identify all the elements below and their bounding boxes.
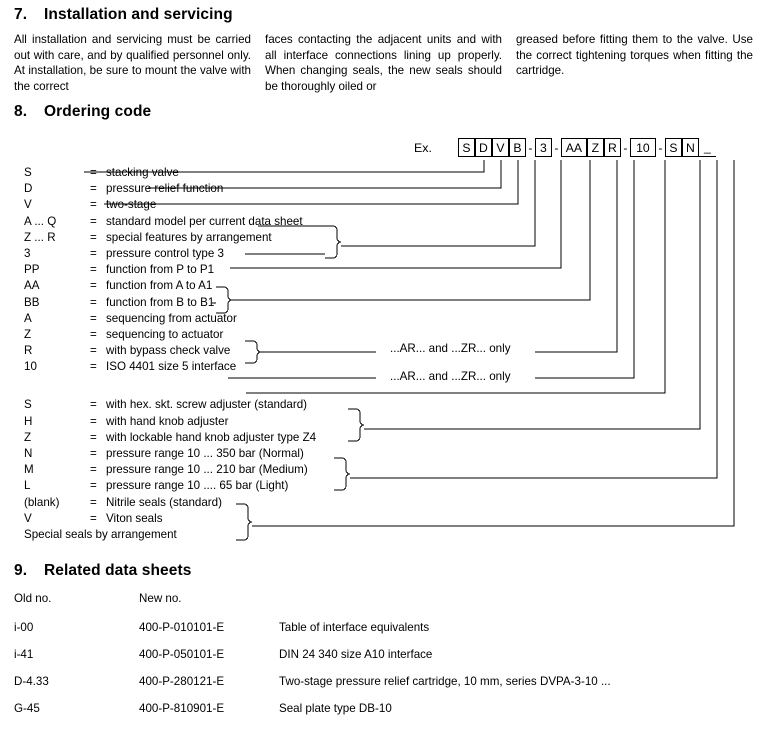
legend-desc-special: Special seals by arrangement xyxy=(24,527,177,541)
code-box-n: N xyxy=(682,138,699,157)
legend-desc: stacking valve xyxy=(106,166,179,179)
legend-desc: pressure control type 3 xyxy=(106,246,224,260)
legend-key: PP xyxy=(24,263,40,277)
legend-item xyxy=(24,430,316,446)
code-box-3: 3 xyxy=(535,138,552,157)
installation-column-2: faces contacting the adjacent units and with all interface connections lining up properly. When changing seals, the new seals should be thoroughly oiled or xyxy=(265,33,502,93)
legend-item xyxy=(24,527,316,543)
cell-new-no: 400-P-280121-E xyxy=(139,675,225,688)
legend-eq: = xyxy=(90,327,97,341)
legend-eq: = xyxy=(90,360,97,374)
legend-eq: = xyxy=(90,263,97,277)
legend-desc: function from B to B1 xyxy=(106,295,215,309)
legend-desc: pressure relief function xyxy=(106,182,224,196)
legend-desc: with hand knob adjuster xyxy=(106,414,229,428)
section-8-number: 8. xyxy=(14,103,28,120)
table-row xyxy=(14,648,611,675)
legend-key: L xyxy=(24,479,31,493)
legend-eq: = xyxy=(90,166,97,179)
cell-old-no: G-45 xyxy=(14,702,40,715)
legend-eq: = xyxy=(90,311,97,325)
legend-desc: standard model per current data sheet xyxy=(106,214,303,228)
ordering-code-example xyxy=(414,138,716,157)
legend-item xyxy=(24,327,316,343)
legend-item xyxy=(24,230,316,246)
installation-column-1: All installation and servicing must be carried out with care, and by qualified personnel only. At installation, be sure to mount the valve with the correct xyxy=(14,33,251,93)
legend-key: S xyxy=(24,166,32,179)
legend-eq: = xyxy=(90,295,97,309)
legend-item xyxy=(24,246,316,262)
code-group-1 xyxy=(458,138,526,157)
legend-key: A ... Q xyxy=(24,214,57,228)
section-7-number: 7. xyxy=(14,6,28,23)
cell-description: Table of interface equivalents xyxy=(279,621,430,634)
cell-old-no: i-00 xyxy=(14,621,34,634)
code-box-r: R xyxy=(604,138,621,157)
legend-desc: pressure range 10 ... 350 bar (Normal) xyxy=(106,447,304,460)
code-box-v: V xyxy=(492,138,509,157)
legend-item xyxy=(24,262,316,278)
legend-desc: sequencing to actuator xyxy=(106,327,224,341)
table-header-row xyxy=(14,592,611,621)
code-box-z: Z xyxy=(587,138,604,157)
code-box-b: B xyxy=(509,138,526,157)
legend-eq: = xyxy=(90,246,97,260)
section-9-number: 9. xyxy=(14,562,28,579)
legend-item xyxy=(24,462,316,478)
legend-key: R xyxy=(24,344,33,358)
code-dash-2: - xyxy=(554,140,559,155)
legend-desc: with lockable hand knob adjuster type Z4 xyxy=(106,430,317,444)
code-group-2 xyxy=(561,138,621,157)
legend-desc: pressure range 10 ... 210 bar (Medium) xyxy=(106,463,308,477)
legend-eq: = xyxy=(90,430,97,444)
legend-item xyxy=(24,165,316,181)
legend-key: V xyxy=(24,511,32,525)
legend-item xyxy=(24,495,316,511)
legend-desc: two-stage xyxy=(106,198,157,212)
table-row xyxy=(14,621,611,648)
legend-desc: function from P to P1 xyxy=(106,263,215,277)
legend-item xyxy=(24,446,316,462)
section-9-heading xyxy=(14,562,754,580)
legend-item xyxy=(24,278,316,294)
legend-key: V xyxy=(24,198,32,212)
legend-desc: function from A to A1 xyxy=(106,279,213,293)
section-9-title: Related data sheets xyxy=(44,562,192,579)
legend-item xyxy=(24,343,316,359)
legend-key: M xyxy=(24,463,34,477)
legend-key: BB xyxy=(24,295,40,309)
legend-eq: = xyxy=(90,495,97,509)
legend-eq: = xyxy=(90,230,97,244)
header-description xyxy=(279,592,611,621)
code-dash-4: - xyxy=(658,140,663,155)
installation-column-3: greased before fitting them to the valve. Use the correct tightening torques when fitting the cartridge. xyxy=(516,33,753,78)
legend-desc: pressure range 10 .... 65 bar (Light) xyxy=(106,479,289,493)
note-ar-zr-1: ...AR... and ...ZR... only xyxy=(390,342,511,355)
legend-eq: = xyxy=(90,447,97,460)
legend-desc: with bypass check valve xyxy=(106,344,231,358)
code-group-3 xyxy=(665,138,716,157)
legend-key: AA xyxy=(24,279,40,293)
header-new-no: New no. xyxy=(139,592,182,605)
legend-key: N xyxy=(24,447,33,460)
legend-eq: = xyxy=(90,214,97,228)
code-box-s1: S xyxy=(458,138,475,157)
installation-columns xyxy=(14,32,754,94)
legend-eq: = xyxy=(90,511,97,525)
legend-key: Z xyxy=(24,430,32,444)
data-sheets-table xyxy=(14,592,611,729)
legend-key: Z ... R xyxy=(24,230,56,244)
cell-description: Seal plate type DB-10 xyxy=(279,702,392,715)
legend-item xyxy=(24,214,316,230)
cell-old-no: D-4.33 xyxy=(14,675,49,688)
table-row xyxy=(14,702,611,729)
cell-description: Two-stage pressure relief cartridge, 10 mm, series DVPA-3-10 ... xyxy=(279,675,611,688)
cell-new-no: 400-P-810901-E xyxy=(139,702,225,715)
code-dash-1: - xyxy=(528,140,533,155)
cell-old-no: i-41 xyxy=(14,648,34,661)
legend-item xyxy=(24,397,316,413)
legend-eq: = xyxy=(90,463,97,477)
legend-key: H xyxy=(24,414,33,428)
legend-eq: = xyxy=(90,279,97,293)
legend-eq: = xyxy=(90,182,97,196)
section-7-title: Installation and servicing xyxy=(44,6,233,23)
example-label: Ex. xyxy=(414,140,432,155)
legend-item xyxy=(24,295,316,311)
legend-eq: = xyxy=(90,198,97,212)
section-related-data-sheets xyxy=(14,562,754,729)
legend-item xyxy=(24,181,316,197)
legend-key: 3 xyxy=(24,246,31,260)
legend-item xyxy=(24,511,316,527)
legend-spacer xyxy=(24,375,316,397)
table-row xyxy=(14,675,611,702)
section-ordering-code xyxy=(14,103,754,541)
section-8-title: Ordering code xyxy=(44,103,152,120)
legend-eq: = xyxy=(90,479,97,493)
legend-desc: special features by arrangement xyxy=(106,230,272,244)
legend-key: 10 xyxy=(24,360,37,374)
code-box-aa: AA xyxy=(561,138,587,157)
legend-desc: ISO 4401 size 5 interface xyxy=(106,360,237,374)
legend-item xyxy=(24,478,316,494)
legend-eq: = xyxy=(90,398,97,412)
legend-item xyxy=(24,311,316,327)
code-dash-3: - xyxy=(623,140,628,155)
legend-key: Z xyxy=(24,327,32,341)
cell-new-no: 400-P-050101-E xyxy=(139,648,225,661)
legend-eq: = xyxy=(90,414,97,428)
legend-key: S xyxy=(24,398,32,412)
section-8-heading xyxy=(14,103,754,121)
header-old-no: Old no. xyxy=(14,592,52,605)
legend-desc: Viton seals xyxy=(106,511,163,525)
legend-key: (blank) xyxy=(24,495,60,509)
legend-key: A xyxy=(24,311,32,325)
code-box-10: 10 xyxy=(630,138,656,157)
cell-new-no: 400-P-010101-E xyxy=(139,621,225,634)
code-box-s2: S xyxy=(665,138,682,157)
legend-eq: = xyxy=(90,344,97,358)
legend-key: D xyxy=(24,182,33,196)
cell-description: DIN 24 340 size A10 interface xyxy=(279,648,433,661)
legend-item xyxy=(24,414,316,430)
legend-item xyxy=(24,359,316,375)
section-installation xyxy=(14,6,754,94)
legend-item xyxy=(24,197,316,213)
section-7-heading xyxy=(14,6,754,24)
ordering-legend xyxy=(24,165,316,543)
note-ar-zr-2: ...AR... and ...ZR... only xyxy=(390,370,511,383)
code-box-blank: _ xyxy=(699,138,716,157)
code-box-d: D xyxy=(475,138,492,157)
legend-desc: with hex. skt. screw adjuster (standard) xyxy=(106,398,308,412)
legend-desc: sequencing from actuator xyxy=(106,311,237,325)
legend-desc: Nitrile seals (standard) xyxy=(106,495,222,509)
